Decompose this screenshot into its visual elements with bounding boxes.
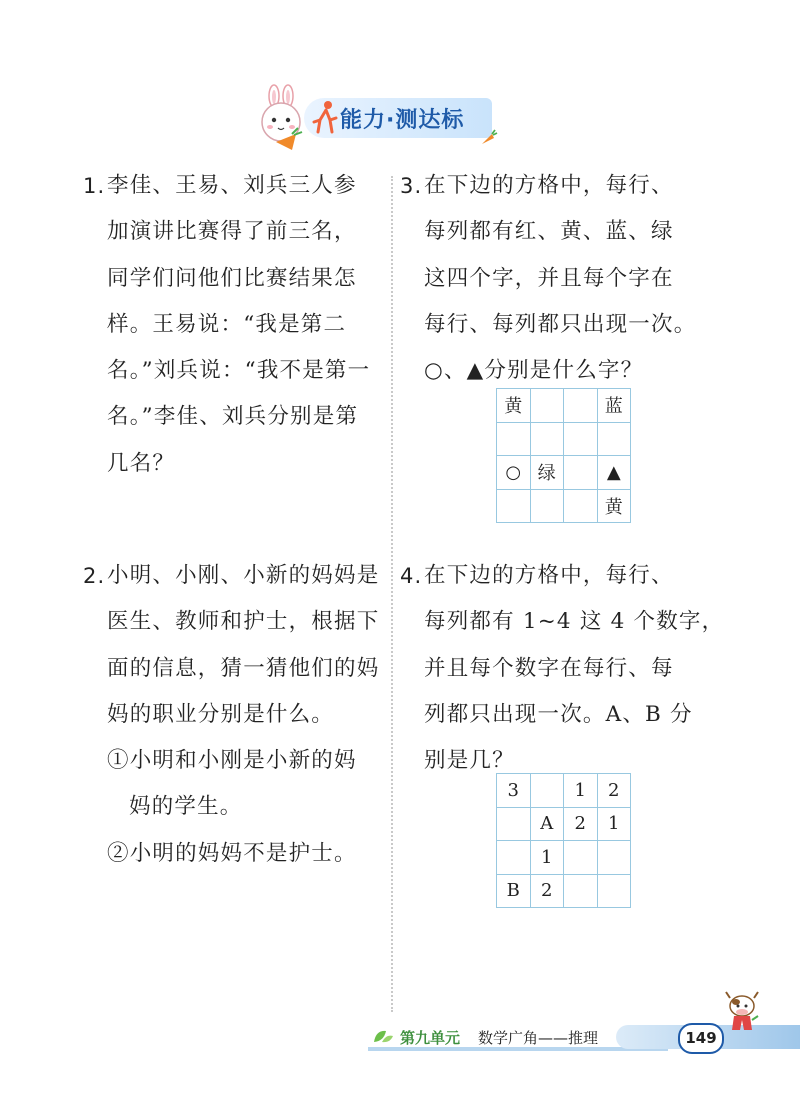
- carrot-icon: [480, 128, 498, 146]
- grid-cell: 1: [597, 807, 631, 841]
- grid-cell: [564, 489, 598, 523]
- question-text-line: 面的信息，猜一猜他们的妈: [107, 655, 380, 681]
- grid-cell: [497, 489, 531, 523]
- question-3: [400, 163, 705, 394]
- question-text-line: 别是几？: [424, 748, 515, 774]
- unit-label: 第九单元: [400, 1029, 461, 1047]
- question-text-line: 每行、每列都只出现一次。: [424, 311, 697, 337]
- clue-1-line-1: ①小明和小刚是小新的妈: [107, 748, 357, 774]
- running-figure-icon: [310, 100, 340, 134]
- grid-cell: [530, 489, 564, 523]
- question-text-line: 名。”李佳、刘兵分别是第: [107, 404, 359, 430]
- grid-cell: 1: [530, 841, 564, 875]
- question-text-line: 这四个字，并且每个字在: [424, 265, 674, 291]
- grid-cell: [564, 874, 598, 908]
- leaf-icon: [372, 1028, 394, 1044]
- color-word-grid: [496, 388, 631, 523]
- number-grid: [496, 773, 631, 908]
- grid-row: [497, 456, 631, 490]
- grid-cell: [597, 841, 631, 875]
- clue-2: [107, 831, 383, 877]
- grid-row: [497, 841, 631, 875]
- question-text-line: 并且每个数字在每行、每: [424, 655, 674, 681]
- question-text-line: 医生、教师和护士，根据下: [107, 609, 380, 635]
- question-number: 2.: [83, 564, 106, 588]
- grid-row: [497, 807, 631, 841]
- section-title: 能力·测达标: [340, 108, 465, 133]
- question-text-line: 每列都有 1~4 这 4 个数字，: [424, 609, 725, 635]
- cow-mascot-icon: [722, 990, 762, 1034]
- grid-row: [497, 774, 631, 808]
- question-text-line: 在下边的方格中，每行、: [424, 563, 674, 588]
- question-number: 1.: [83, 174, 106, 198]
- question-text-line: 加演讲比赛得了前三名，: [107, 219, 357, 245]
- grid-cell: [497, 807, 531, 841]
- grid-cell: [564, 456, 598, 490]
- chapter-title: 数学广角——推理: [478, 1029, 599, 1047]
- grid-cell: A: [530, 807, 564, 841]
- question-2: [83, 553, 383, 877]
- clue-1: [107, 738, 383, 831]
- question-text-line: 妈的职业分别是什么。: [107, 701, 335, 727]
- question-text-line: 几名？: [107, 450, 176, 476]
- grid-cell: ○: [497, 456, 531, 490]
- question-text-line: 样。王易说：“我是第二: [107, 311, 347, 337]
- question-text-line: 小明、小刚、小新的妈妈是: [107, 563, 380, 588]
- grid-cell: [530, 389, 564, 423]
- grid-cell: [530, 422, 564, 456]
- rabbit-mascot-icon: [252, 84, 312, 154]
- question-text-line: 李佳、王易、刘兵三人参: [107, 173, 357, 198]
- grid-row: [497, 389, 631, 423]
- grid-cell: 2: [530, 874, 564, 908]
- question-number: 3.: [400, 174, 423, 198]
- grid-cell: [497, 841, 531, 875]
- grid-cell: 2: [564, 807, 598, 841]
- grid-cell: [564, 389, 598, 423]
- grid-row: [497, 874, 631, 908]
- question-text-line: 每列都有红、黄、蓝、绿: [424, 219, 674, 245]
- grid-cell: [597, 422, 631, 456]
- question-text-line: 同学们问他们比赛结果怎: [107, 265, 357, 291]
- grid-cell: [530, 774, 564, 808]
- grid-cell: [497, 422, 531, 456]
- grid-cell: 黄: [497, 389, 531, 423]
- grid-cell: ▲: [597, 456, 631, 490]
- question-text-line: 列都只出现一次。A、B 分: [424, 701, 693, 727]
- grid-cell: 绿: [530, 456, 564, 490]
- clue-2-text: ②小明的妈妈不是护士。: [107, 840, 357, 866]
- grid-cell: [597, 874, 631, 908]
- question-text-line: 在下边的方格中，每行、: [424, 173, 674, 198]
- grid-row: [497, 489, 631, 523]
- grid-cell: 3: [497, 774, 531, 808]
- grid-cell: 2: [597, 774, 631, 808]
- question-text-line: 名。”刘兵说：“我不是第一: [107, 358, 371, 384]
- clue-1-line-2: 妈的学生。: [129, 794, 243, 820]
- grid-cell: [564, 841, 598, 875]
- question-4: [400, 553, 725, 784]
- grid-cell: B: [497, 874, 531, 908]
- grid-row: [497, 422, 631, 456]
- question-number: 4.: [400, 564, 423, 588]
- page-number: 149: [678, 1023, 724, 1054]
- question-text-line: ○、▲分别是什么字？: [424, 358, 644, 384]
- grid-cell: [564, 422, 598, 456]
- section-banner: [252, 84, 498, 158]
- column-divider: [391, 176, 393, 1012]
- grid-cell: 1: [564, 774, 598, 808]
- question-1: [83, 163, 383, 487]
- grid-cell: 黄: [597, 489, 631, 523]
- grid-cell: 蓝: [597, 389, 631, 423]
